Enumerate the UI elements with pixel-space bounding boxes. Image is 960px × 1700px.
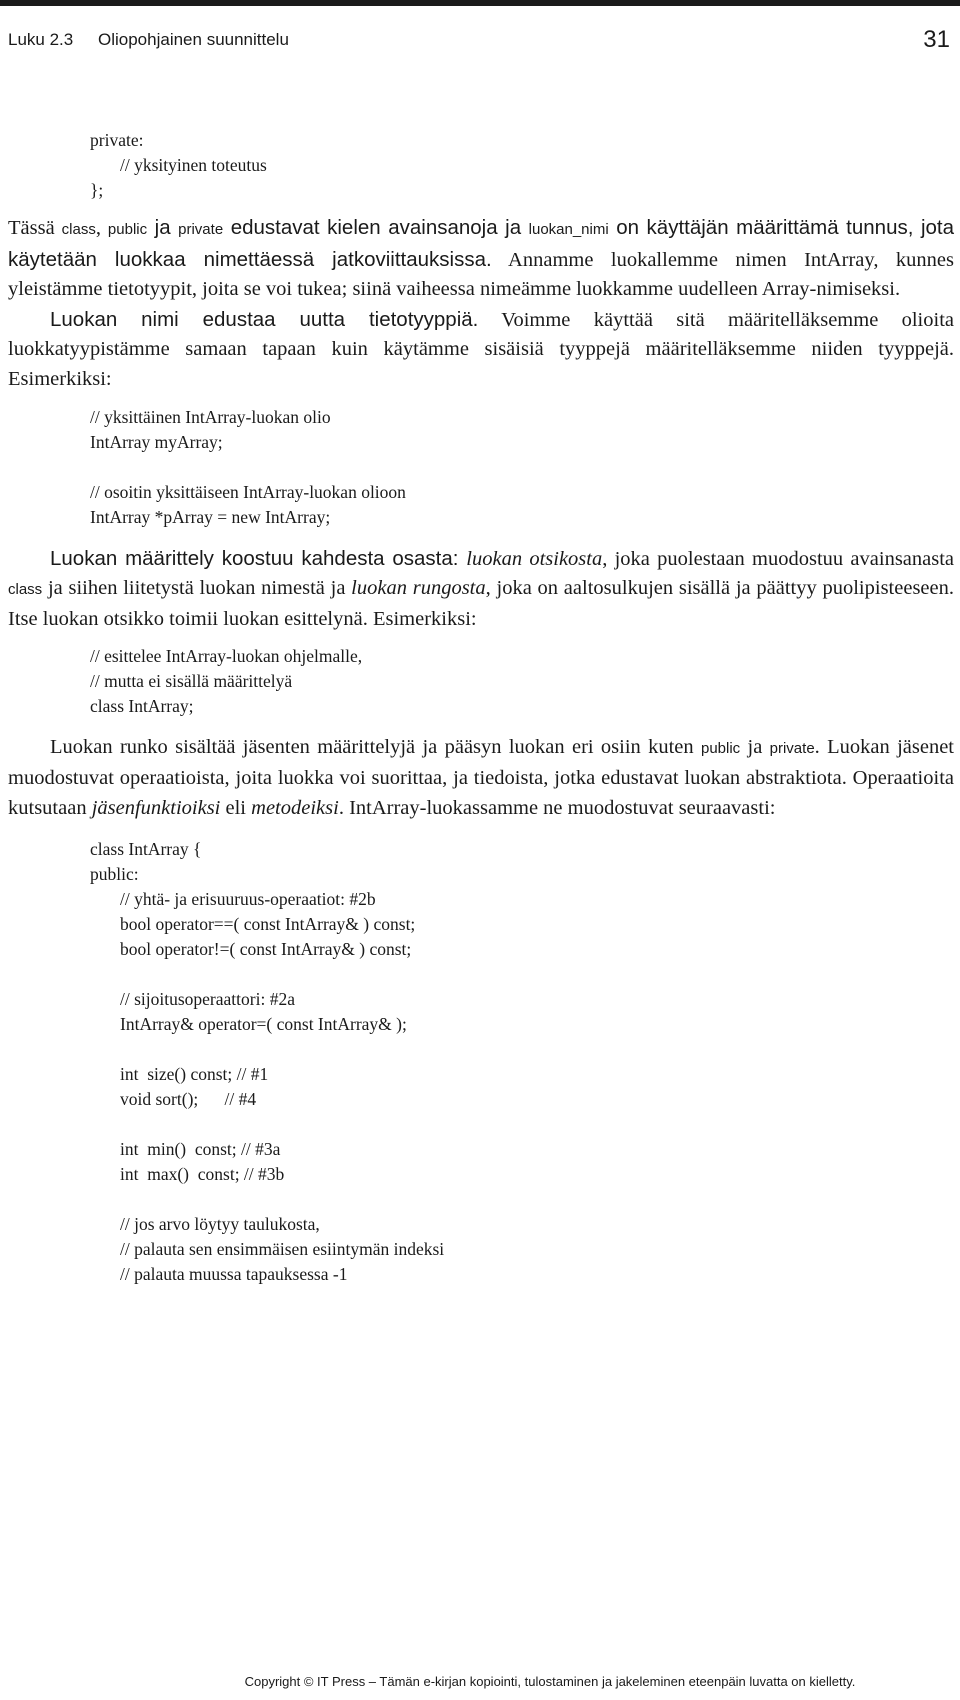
code-line: IntArray *pArray = new IntArray; (90, 506, 331, 527)
code-line: IntArray& operator=( const IntArray& ); (120, 1014, 407, 1035)
code-line: // palauta muussa tapauksessa -1 (120, 1264, 348, 1285)
page-number: 31 (923, 26, 950, 53)
code-line: // yksityinen toteutus (120, 155, 267, 175)
code-block-declaration (90, 644, 954, 719)
code-line: class IntArray; (90, 696, 194, 717)
term-class-header: luokan otsikosta (466, 547, 603, 570)
code-line: // yhtä- ja erisuuruus-operaatiot: #2b (120, 889, 376, 910)
code-line: // osoitin yksittäiseen IntArray-luokan olioon (90, 481, 406, 502)
code-block-private (90, 128, 954, 203)
paragraph-class-definition: Luokan määrittely koostuu kahdesta osasta: luokan otsikosta, joka puolestaan muodostuu avainsanasta class ja siihen liitetystä luokan nimestä ja luokan rungosta, joka on aaltosulkujen sisällä ja päättyy puolipisteeseen. Itse luokan otsikko toimii luokan esittelynä. Esimerkiksi: (8, 546, 955, 630)
code-line: }; (90, 180, 104, 200)
code-line: // palauta sen ensimmäisen esiintymän indeksi (120, 1239, 445, 1260)
chapter-number: Luku 2.3 (8, 30, 74, 49)
code-line: // yksittäinen IntArray-luokan olio (90, 406, 331, 427)
page-body (8, 128, 954, 1287)
code-line: // esittelee IntArray-luokan ohjelmalle, (90, 646, 363, 667)
code-line: IntArray myArray; (90, 431, 223, 452)
top-rule (0, 0, 960, 6)
code-block-intarray-class (90, 837, 954, 1287)
keyword-luokan-nimi: luokan_nimi (528, 221, 609, 238)
term-methods: metodeiksi (251, 796, 339, 819)
code-line: bool operator==( const IntArray& ) const; (120, 914, 416, 935)
keyword-public: public (700, 740, 741, 758)
code-line: // mutta ei sisällä määrittelyä (90, 671, 293, 692)
code-line: // jos arvo löytyy taulukosta, (120, 1214, 320, 1235)
code-line: void sort(); // #4 (120, 1089, 257, 1110)
code-line: // sijoitusoperaattori: #2a (120, 989, 295, 1010)
code-line: class IntArray { (90, 839, 202, 860)
paragraph-class-keywords: Tässä class, public ja private edustavat kielen avainsanoja ja luokan_nimi on käyttäjän määrittämä tunnus, jota käytetään luokkaa nimettäessä jatkoviittauksissa. Annamme luokallemme nimen IntArray, kunnes yleistämme tietotyypit, joita se voi tukea; siinä vaiheessa nimeämme luokkamme uudelleen Array-nimiseksi. (8, 216, 954, 301)
term-member-functions: jäsenfunktioiksi (91, 796, 221, 819)
code-line: bool operator!=( const IntArray& ) const; (120, 939, 412, 960)
paragraph-new-datatype: Luokan nimi edustaa uutta tietotyyppiä. Voimme käyttää sitä määritelläksemme olioita luokkatyypistämme samaan tapaan kuin käytämme sisäisiä tyyppejä määritelläksemme niiden tyyppejä. Esimerkiksi: (8, 307, 954, 390)
section-title: Oliopohjainen suunnittelu (98, 30, 289, 49)
keyword-public: public (107, 221, 148, 238)
keyword-class: class (61, 221, 96, 238)
code-block-objects (90, 405, 954, 530)
code-line: private: (90, 130, 144, 150)
code-line: public: (90, 864, 139, 885)
page-header (8, 26, 950, 56)
keyword-private: private (769, 740, 815, 758)
code-line: int size() const; // #1 (120, 1064, 269, 1085)
keyword-class: class (8, 581, 43, 599)
keyword-private: private (178, 221, 224, 238)
copyright-footer: Copyright © IT Press – Tämän e-kirjan kopiointi, tulostaminen ja jakeleminen eteenpäin luvatta on kielletty. (244, 1674, 856, 1689)
paragraph-class-body: Luokan runko sisältää jäsenten määrittelyjä ja pääsyn luokan eri osiin kuten public ja private. Luokan jäsenet muodostuvat operaatioista, joita luokka voi suorittaa, ja tiedoista, jotka edustavat luokan abstraktiota. Operaatioita kutsutaan jäsenfunktioiksi eli metodeiksi. IntArray-luokassamme ne muodostuvat seuraavasti: (8, 736, 954, 819)
code-line: int min() const; // #3a (120, 1139, 281, 1160)
term-class-body: luokan rungosta (351, 577, 486, 600)
code-line: int max() const; // #3b (120, 1164, 285, 1185)
